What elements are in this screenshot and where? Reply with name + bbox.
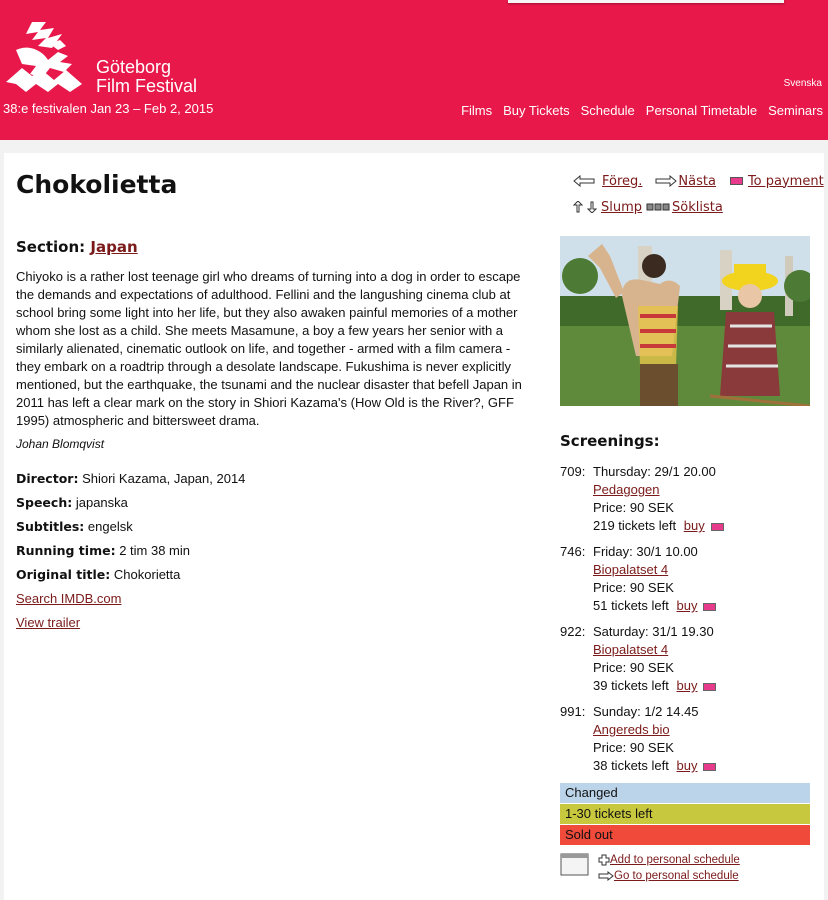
ticket-icon[interactable] xyxy=(703,603,716,611)
nav-seminars[interactable]: Seminars xyxy=(768,103,823,118)
random-film-link[interactable]: Slump xyxy=(601,199,643,215)
fact-value: Chokorietta xyxy=(113,567,181,582)
calendar-icon xyxy=(560,853,590,877)
section-label: Section: xyxy=(16,238,86,256)
add-personal-schedule-link[interactable]: Add to personal schedule xyxy=(610,854,740,867)
film-section xyxy=(16,238,138,256)
screening-price: Price: 90 SEK xyxy=(593,500,674,515)
legend-changed: Changed xyxy=(560,783,810,803)
legend-few-tickets: 1-30 tickets left xyxy=(560,804,810,824)
buy-link[interactable]: buy xyxy=(676,598,698,613)
fact-value: japanska xyxy=(75,495,128,510)
fact-label: Original title: xyxy=(16,567,111,582)
arrow-right-icon xyxy=(654,175,678,187)
screening-number: 746: xyxy=(560,544,586,559)
logo-line-1: Göteborg xyxy=(96,57,172,77)
fact-original-title xyxy=(16,567,245,591)
screening-number: 991: xyxy=(560,704,586,719)
film-facts xyxy=(16,471,245,639)
main-nav xyxy=(461,103,823,118)
ticket-icon[interactable] xyxy=(711,523,724,531)
nav-schedule[interactable]: Schedule xyxy=(580,103,635,118)
screenings-heading: Screenings: xyxy=(560,432,660,450)
ticket-icon[interactable] xyxy=(703,683,716,691)
screening-time: Saturday: 31/1 19.30 xyxy=(593,624,714,639)
nav-personal-timetable[interactable]: Personal Timetable xyxy=(645,103,758,118)
fact-label: Speech: xyxy=(16,495,73,510)
screening-price: Price: 90 SEK xyxy=(593,740,674,755)
film-page xyxy=(4,153,824,900)
tickets-left: 38 tickets left xyxy=(593,758,669,773)
section-link[interactable]: Japan xyxy=(90,238,138,256)
tickets-left: 51 tickets left xyxy=(593,598,669,613)
film-still-image xyxy=(560,236,810,406)
buy-link[interactable]: buy xyxy=(676,678,698,693)
arrow-left-icon xyxy=(572,175,596,187)
ticket-icon xyxy=(730,177,743,185)
site-header xyxy=(0,0,828,140)
shuffle-arrows-icon xyxy=(572,201,598,213)
buy-link[interactable]: buy xyxy=(676,758,698,773)
top-tab[interactable] xyxy=(508,0,784,3)
arrow-right-icon xyxy=(598,871,614,881)
plus-icon xyxy=(598,854,610,866)
fact-director xyxy=(16,471,245,495)
fact-value: 2 tim 38 min xyxy=(119,543,191,558)
venue-link[interactable]: Biopalatset 4 xyxy=(593,562,669,577)
film-navigation xyxy=(572,168,824,220)
imdb-link[interactable]: Search IMDB.com xyxy=(16,591,122,606)
nav-films[interactable]: Films xyxy=(461,103,493,118)
legend-sold-out: Sold out xyxy=(560,825,810,845)
venue-link[interactable]: Biopalatset 4 xyxy=(593,642,669,657)
list-icon xyxy=(646,202,672,212)
film-title: Chokolietta xyxy=(16,170,178,199)
screening-price: Price: 90 SEK xyxy=(593,580,674,595)
screening-time: Friday: 30/1 10.00 xyxy=(593,544,698,559)
film-description: Chiyoko is a rather lost teenage girl who dreams of turning into a dog in order to escape the demands and expectations of adulthood. Fellini and the langushing cinema club at school bring some light into her life, but they also awaken painful memories of a mother whom she lost as a child. She meets Masamune, a boy a few years her senior with a similarly alienated, cinematic outlook on life, and together - armed with a film camera - they embark on a roadtrip through a desolate landscape. Fukushima is never explicitly mentioned, but the earthquake, the tsunami and the nuclear disaster that befell Japan in 2011 has left a clear mark on the story in Shiori Kazama's (How Old is the River?, GFF 1995) atmospheric and bittersweet drama. xyxy=(16,269,522,428)
fact-subtitles xyxy=(16,519,245,543)
fact-label: Subtitles: xyxy=(16,519,85,534)
venue-link[interactable]: Angereds bio xyxy=(593,722,670,737)
tickets-left: 219 tickets left xyxy=(593,518,677,533)
review-author: Johan Blomqvist xyxy=(16,437,105,451)
next-film-link[interactable]: Nästa xyxy=(678,173,716,189)
to-payment-link[interactable]: To payment xyxy=(747,173,824,189)
fact-label: Running time: xyxy=(16,543,116,558)
screening-price: Price: 90 SEK xyxy=(593,660,674,675)
language-link[interactable]: Svenska xyxy=(783,78,822,89)
fact-value: engelsk xyxy=(87,519,133,534)
screening-number: 709: xyxy=(560,464,586,479)
festival-logo-icon[interactable] xyxy=(2,20,86,96)
screening-number: 922: xyxy=(560,624,586,639)
venue-link[interactable]: Pedagogen xyxy=(593,482,660,497)
tickets-left: 39 tickets left xyxy=(593,678,669,693)
fact-value: Shiori Kazama, Japan, 2014 xyxy=(82,471,246,486)
nav-buy-tickets[interactable]: Buy Tickets xyxy=(503,103,570,118)
logo-line-2: Film Festival xyxy=(96,76,198,96)
search-list-link[interactable]: Söklista xyxy=(672,199,723,215)
fact-speech xyxy=(16,495,245,519)
fact-label: Director: xyxy=(16,471,79,486)
prev-film-link[interactable]: Föreg. xyxy=(602,173,643,189)
go-personal-schedule-link[interactable]: Go to personal schedule xyxy=(614,870,739,882)
buy-link[interactable]: buy xyxy=(683,518,705,533)
ticket-icon[interactable] xyxy=(703,763,716,771)
festival-tagline: 38:e festivalen Jan 23 – Feb 2, 2015 xyxy=(3,101,214,116)
fact-running-time xyxy=(16,543,245,567)
festival-name[interactable] xyxy=(96,58,197,96)
screening-time: Sunday: 1/2 14.45 xyxy=(593,704,699,719)
trailer-link[interactable]: View trailer xyxy=(16,615,81,630)
screening-time: Thursday: 29/1 20.00 xyxy=(593,464,716,479)
